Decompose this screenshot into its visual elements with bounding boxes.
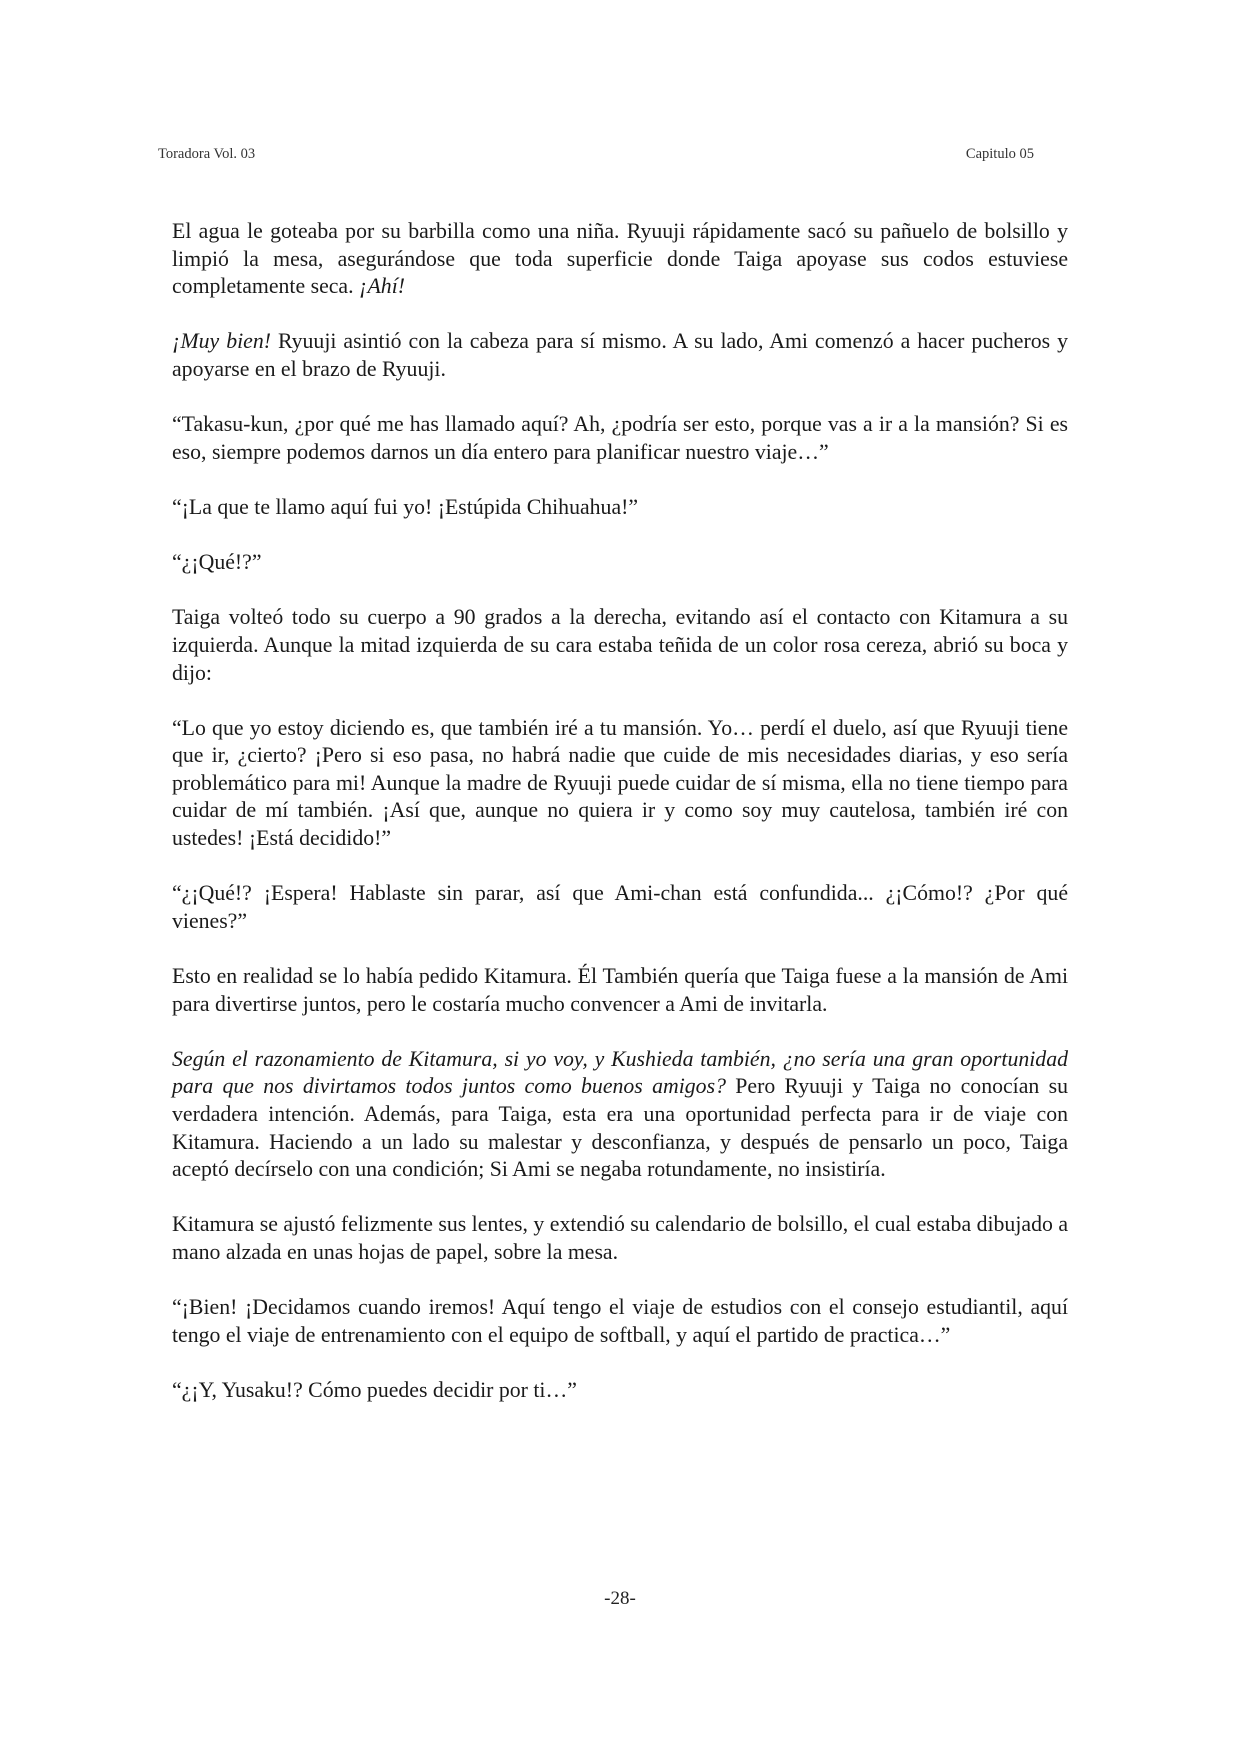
paragraph-text: El agua le goteaba por su barbilla como una niña. Ryuuji rápidamente sacó su pañuelo de bolsillo y limpió la mesa, asegurándose que toda superficie donde Taiga apoyase sus codos estuviese completamente seca. — [172, 219, 1068, 299]
paragraph-text: Ryuuji asintió con la cabeza para sí mismo. A su lado, Ami comenzó a hacer pucheros y apoyarse en el brazo de Ryuuji. — [172, 329, 1068, 381]
paragraph: “¡La que te llamo aquí fui yo! ¡Estúpida Chihuahua!” — [172, 494, 639, 519]
paragraph: “Lo que yo estoy diciendo es, que también iré a tu mansión. Yo… perdí el duelo, así que Ryuuji tiene que ir, ¿cierto? ¡Pero si eso pasa, no habrá nadie que cuide de mis necesidades diarias, y eso sería problemático para mi! Aunque la madre de Ryuuji puede cuidar de sí misma, ella no tiene tiempo para cuidar de mí también. ¡Así que, aunque no quiera ir y como soy muy cautelosa, también iré con ustedes! ¡Está decidido!” — [172, 715, 1068, 851]
paragraph-text: Pero Ryuuji y Taiga no conocían su verdadera intención. Además, para Taiga, esta era una oportunidad perfecta para ir de viaje con Kitamura. Haciendo a un lado su malestar y desconfianza, y después de pensarlo un poco, Taiga aceptó decírselo con una condición; Si Ami se negaba rotundamente, no insistiría. — [172, 1074, 1068, 1182]
paragraph: “¿¡Y, Yusaku!? Cómo puedes decidir por ti…” — [172, 1377, 577, 1402]
page-body — [172, 218, 1068, 1432]
paragraph — [172, 328, 1068, 383]
page-number: -28- — [604, 1588, 636, 1609]
page-header — [158, 146, 1034, 166]
paragraph: Kitamura se ajustó felizmente sus lentes, y extendió su calendario de bolsillo, el cual estaba dibujado a mano alzada en unas hojas de papel, sobre la mesa. — [172, 1212, 1068, 1264]
paragraph: Taiga volteó todo su cuerpo a 90 grados a la derecha, evitando así el contacto con Kitamura a su izquierda. Aunque la mitad izquierda de su cara estaba teñida de un color rosa cereza, abrió su boca y dijo: — [172, 605, 1068, 685]
paragraph — [172, 218, 1068, 301]
paragraph: “Takasu-kun, ¿por qué me has llamado aquí? Ah, ¿podría ser esto, porque vas a ir a la mansión? Si es eso, siempre podemos darnos un día entero para planificar nuestro viaje…” — [172, 412, 1068, 464]
header-book-title: Toradora Vol. 03 — [158, 146, 256, 162]
paragraph-italic-text: Según el razonamiento de Kitamura, si yo voy, y Kushieda también, ¿no sería una gran oportunidad para que nos divirtamos todos juntos como buenos amigos? — [172, 1046, 1068, 1099]
paragraph: “¡Bien! ¡Decidamos cuando iremos! Aquí tengo el viaje de estudios con el consejo estudiantil, aquí tengo el viaje de entrenamiento con el equipo de softball, y aquí el partido de practica…” — [172, 1295, 1068, 1347]
paragraph: “¿¡Qué!? ¡Espera! Hablaste sin parar, así que Ami-chan está confundida... ¿¡Cómo!? ¿Por qué vienes?” — [172, 881, 1068, 933]
paragraph — [172, 1046, 1068, 1184]
header-chapter: Capitulo 05 — [965, 146, 1034, 162]
paragraph-italic-text: ¡Ahí! — [359, 274, 406, 299]
paragraph-italic-text: ¡Muy bien! — [172, 329, 271, 354]
paragraph: Esto en realidad se lo había pedido Kitamura. Él También quería que Taiga fuese a la mansión de Ami para divertirse juntos, pero le costaría mucho convencer a Ami de invitarla. — [172, 964, 1068, 1016]
page-footer — [0, 1588, 1240, 1610]
paragraph: “¿¡Qué!?” — [172, 550, 262, 575]
